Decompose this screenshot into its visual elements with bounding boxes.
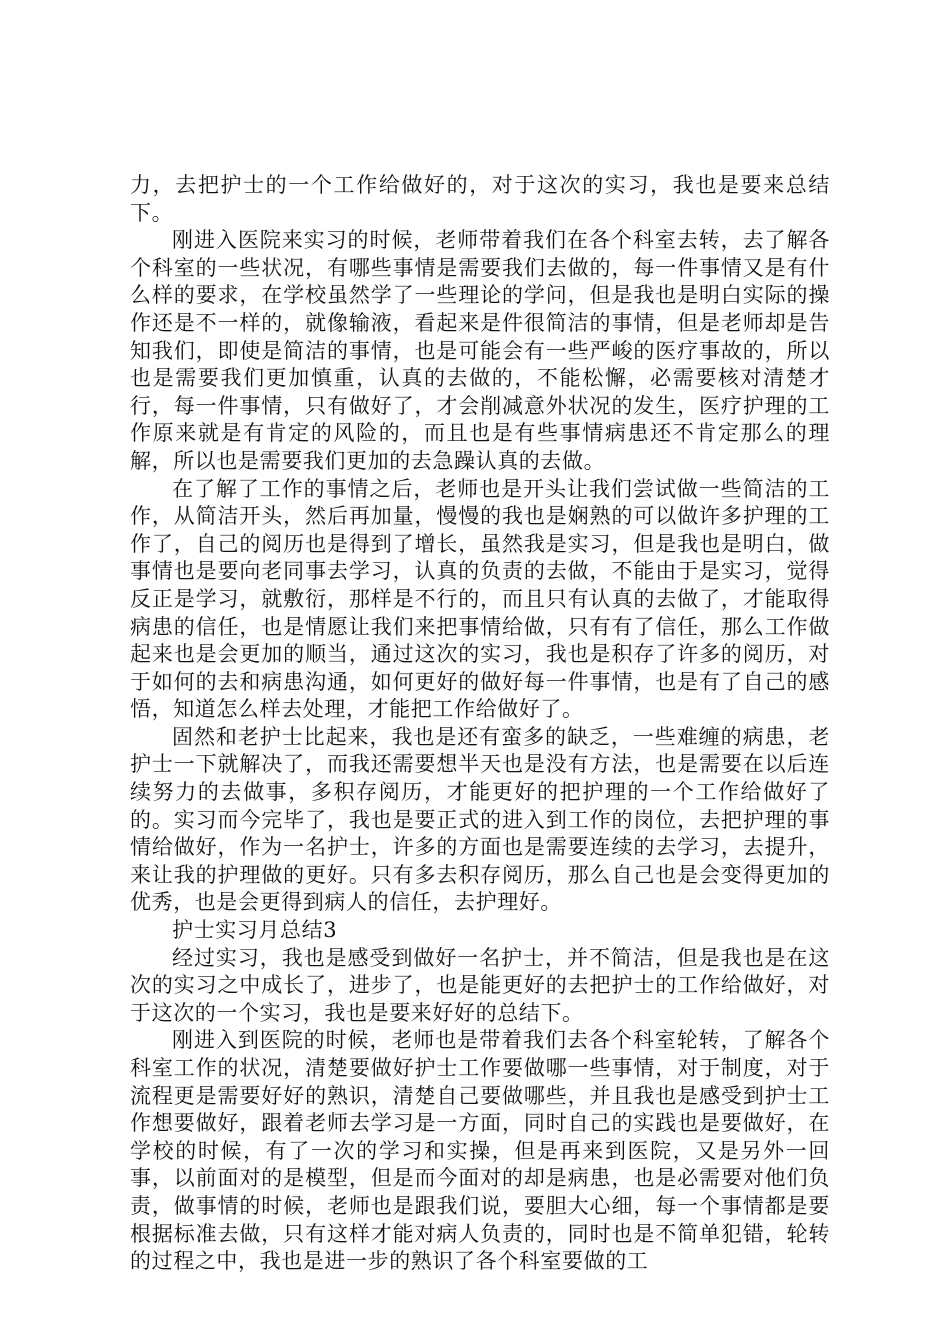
paragraph: 刚进入医院来实习的时候，老师带着我们在各个科室去转，去了解各个科室的一些状况，有哪些事情是需要我们去做的，每一件事情又是有什么样的要求，在学校虽然学了一些理论的学问，但是我也是明白实际的操作还是不一样的，就像输液，看起来是件很简洁的事情，但是老师却是告知我们，即使是简洁的事情，也是可能会有一些严峻的医疗事故的，所以也是需要我们更加慎重，认真的去做的，不能松懈，必需要核对清楚才行，每一件事情，只有做好了，才会削减意外状况的发生，医疗护理的工作原来就是有肯定的风险的，而且也是有些事情病患还不肯定那么的理解，所以也是需要我们更加的去急躁认真的去做。 xyxy=(130,228,830,473)
paragraph: 刚进入到医院的时候，老师也是带着我们去各个科室轮转，了解各个科室工作的状况，清楚要做好护士工作要做哪一些事情，对于制度，对于流程更是需要好好的熟识，清楚自己要做哪些，并且我也是感受到护士工作想要做好，跟着老师去学习是一方面，同时自己的实践也是要做好，在学校的时候，有了一次的学习和实操，但是再来到医院，又是另外一回事，以前面对的是模型，但是而今面对的却是病患，也是必需要对他们负责，做事情的时候，老师也是跟我们说，要胆大心细，每一个事情都是要根据标准去做，只有这样才能对病人负责的，同时也是不简单犯错，轮转的过程之中，我也是进一步的熟识了各个科室要做的工 xyxy=(130,1028,830,1274)
paragraph: 经过实习，我也是感受到做好一名护士，并不简洁，但是我也是在这次的实习之中成长了，进步了，也是能更好的去把护士的工作给做好，对于这次的一个实习，我也是要来好好的总结下。 xyxy=(130,945,830,1025)
document-page xyxy=(130,172,830,1276)
paragraph: 固然和老护士比起来，我也是还有蛮多的缺乏，一些难缠的病患，老护士一下就解决了，而我还需要想半天也是没有方法，也是需要在以后连续努力的去做事，多积存阅历，才能更好的把护理的一个工作给做好了的。实习而今完毕了，我也是要正式的进入到工作的岗位，去把护理的事情给做好，作为一名护士，许多的方面也是需要连续的去学习，去提升，来让我的护理做的更好。只有多去积存阅历，那么自己也是会变得更加的优秀，也是会更得到病人的信任，去护理好。 xyxy=(130,724,830,915)
paragraph-continuation: 力，去把护士的一个工作给做好的，对于这次的实习，我也是要来总结下。 xyxy=(130,173,830,225)
section-heading: 护士实习月总结3 xyxy=(172,918,338,943)
paragraph: 在了解了工作的事情之后，老师也是开头让我们尝试做一些简洁的工作，从简洁开头，然后再加量，慢慢的我也是娴熟的可以做许多护理的工作了，自己的阅历也是得到了增长，虽然我是实习，但是我也是明白，做事情也是要向老同事去学习，认真的负责的去做，不能由于是实习，觉得反正是学习，就敷衍，那样是不行的，而且只有认真的去做了，才能取得病患的信任，也是情愿让我们来把事情给做，只有有了信任，那么工作做起来也是会更加的顺当，通过这次的实习，我也是积存了许多的阅历，对于如何的去和病患沟通，如何更好的做好每一件事情，也是有了自己的感悟，知道怎么样去处理，才能把工作给做好了。 xyxy=(130,476,830,722)
